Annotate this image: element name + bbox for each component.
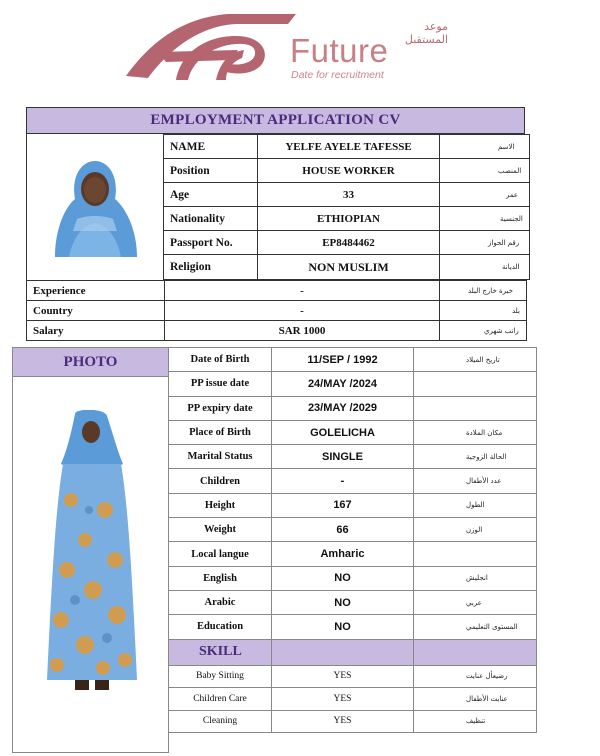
- birthplace-value: GOLELICHA: [272, 420, 414, 444]
- language-label: Local langue: [169, 542, 272, 566]
- children-value: -: [272, 469, 414, 493]
- personal-info-table: [163, 134, 530, 280]
- salary-value: SAR 1000: [165, 321, 440, 341]
- pp-expiry-label: PP expiry date: [169, 396, 272, 420]
- english-value: NO: [272, 566, 414, 590]
- age-label: Age: [164, 183, 258, 207]
- arabic-arabic: عربي: [414, 590, 537, 614]
- skill-children-care-label: Children Care: [169, 688, 272, 711]
- pp-expiry-arabic: [414, 396, 537, 420]
- language-arabic: [414, 542, 537, 566]
- height-value: 167: [272, 493, 414, 517]
- name-value: YELFE AYELE TAFESSE: [258, 135, 440, 159]
- dob-label: Date of Birth: [169, 348, 272, 372]
- marital-label: Marital Status: [169, 445, 272, 469]
- marital-value: SINGLE: [272, 445, 414, 469]
- salary-label: Salary: [27, 321, 165, 341]
- full-photo-panel: [12, 347, 169, 753]
- skill-cleaning-arabic: تنظيف: [414, 710, 537, 733]
- country-label: Country: [27, 301, 165, 321]
- country-arabic: بلد: [440, 301, 527, 321]
- experience-value: -: [165, 281, 440, 301]
- experience-label: Experience: [27, 281, 165, 301]
- skill-baby-sitting-value: YES: [272, 665, 414, 688]
- age-arabic: عمر: [440, 183, 530, 207]
- position-arabic: المنصب: [440, 159, 530, 183]
- skill-heading-fill: [272, 639, 414, 665]
- height-arabic: الطول: [414, 493, 537, 517]
- weight-value: 66: [272, 518, 414, 542]
- pp-issue-label: PP issue date: [169, 372, 272, 396]
- dob-value: 11/SEP / 1992: [272, 348, 414, 372]
- skill-cleaning-label: Cleaning: [169, 710, 272, 733]
- nationality-arabic: الجنسية: [440, 207, 530, 231]
- religion-arabic: الديانة: [440, 255, 530, 280]
- skill-baby-sitting-arabic: رضيعأل عنايت: [414, 665, 537, 688]
- education-value: NO: [272, 615, 414, 639]
- portrait-image: [47, 159, 143, 257]
- children-label: Children: [169, 469, 272, 493]
- pp-issue-value: 24/MAY /2024: [272, 372, 414, 396]
- full-body-photo: [45, 410, 140, 692]
- cv-title: EMPLOYMENT APPLICATION CV: [26, 107, 525, 134]
- religion-label: Religion: [164, 255, 258, 280]
- salary-arabic: راتب شهري: [440, 321, 527, 341]
- passport-label: Passport No.: [164, 231, 258, 255]
- marital-arabic: الحالة الزوجية: [414, 445, 537, 469]
- height-label: Height: [169, 493, 272, 517]
- pp-issue-arabic: [414, 372, 537, 396]
- english-arabic: انجليش: [414, 566, 537, 590]
- dob-arabic: تاريخ الميلاد: [414, 348, 537, 372]
- logo-tagline: Date for recruitment: [291, 69, 384, 81]
- name-arabic: الاسم: [440, 135, 530, 159]
- children-arabic: عدد الأطفال: [414, 469, 537, 493]
- weight-label: Weight: [169, 518, 272, 542]
- experience-arabic: خبرة خارج البلد: [440, 281, 527, 301]
- religion-value: NON MUSLIM: [258, 255, 440, 280]
- skill-children-care-value: YES: [272, 688, 414, 711]
- birthplace-label: Place of Birth: [169, 420, 272, 444]
- arabic-label: Arabic: [169, 590, 272, 614]
- age-value: 33: [258, 183, 440, 207]
- photo-heading: PHOTO: [13, 348, 168, 377]
- name-label: NAME: [164, 135, 258, 159]
- skill-baby-sitting-label: Baby Sitting: [169, 665, 272, 688]
- logo-mark-icon: [118, 6, 308, 86]
- details-table: [168, 347, 537, 733]
- position-value: HOUSE WORKER: [258, 159, 440, 183]
- position-label: Position: [164, 159, 258, 183]
- passport-value: EP8484462: [258, 231, 440, 255]
- skill-heading-fill: [414, 639, 537, 665]
- country-value: -: [165, 301, 440, 321]
- nationality-label: Nationality: [164, 207, 258, 231]
- company-logo: [118, 6, 448, 88]
- logo-wordmark: Future: [290, 32, 389, 69]
- birthplace-arabic: مكان الملادة: [414, 420, 537, 444]
- arabic-value: NO: [272, 590, 414, 614]
- english-label: English: [169, 566, 272, 590]
- logo-arabic-text: موعد المستقبل: [404, 20, 448, 46]
- language-value: Amharic: [272, 542, 414, 566]
- portrait-photo: [26, 134, 164, 281]
- education-label: Education: [169, 615, 272, 639]
- skill-heading: SKILL: [169, 639, 272, 665]
- experience-salary-table: [26, 280, 527, 341]
- passport-arabic: رقم الجواز: [440, 231, 530, 255]
- education-arabic: المستوى التعليمي: [414, 615, 537, 639]
- weight-arabic: الوزن: [414, 518, 537, 542]
- skill-children-care-arabic: عنايت الأطفال: [414, 688, 537, 711]
- pp-expiry-value: 23/MAY /2029: [272, 396, 414, 420]
- nationality-value: ETHIOPIAN: [258, 207, 440, 231]
- skill-cleaning-value: YES: [272, 710, 414, 733]
